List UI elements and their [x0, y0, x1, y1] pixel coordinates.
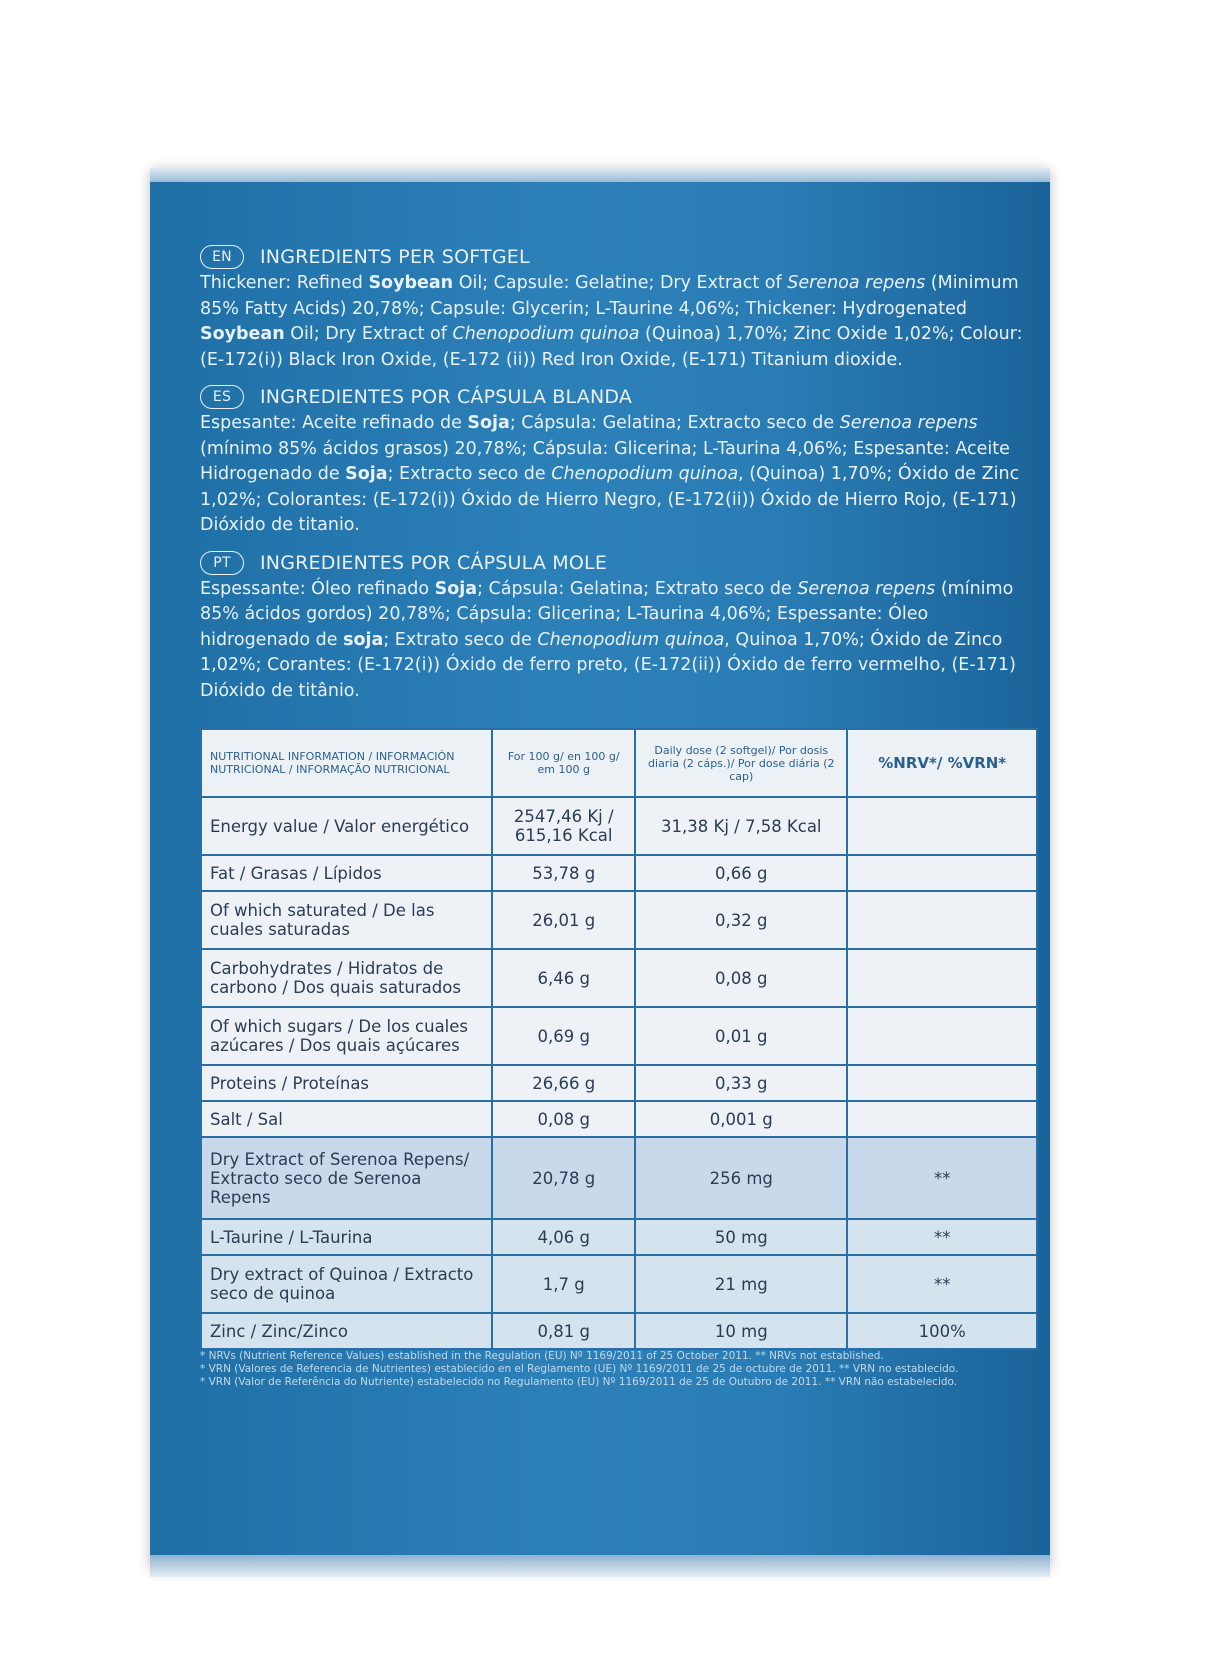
table-row — [201, 949, 1037, 1007]
table-header-row — [201, 729, 1037, 797]
ingredient-fragment: , Quinoa 1,70%; Óxido de Zinco 1,02%; Corantes: (E-172(i)) Óxido de ferro preto, (E-172(ii)) Óxido de ferro vermelho, (E-171) Dióxido de titânio. — [200, 629, 1016, 701]
row-nrv — [847, 891, 1037, 949]
ingredient-fragment: ; Cápsula: Gelatina; Extracto seco de — [509, 413, 840, 433]
row-per-100g: 4,06 g — [492, 1219, 635, 1255]
row-daily-dose: 0,08 g — [635, 949, 847, 1007]
section-pt — [200, 551, 1040, 705]
table-row — [201, 1065, 1037, 1101]
row-nrv — [847, 949, 1037, 1007]
ingredient-fragment: , (Quinoa) 1,70%; Óxido de Zinc 1,02%; Colorantes: (E-172(i)) Óxido de Hierro Negro, (E-172(ii)) Óxido de Hierro Rojo, (E-171) Dióxido de titanio. — [200, 464, 1020, 535]
table-row — [201, 891, 1037, 949]
row-nrv: ** — [847, 1255, 1037, 1313]
row-label: Carbohydrates / Hidratos de carbono / Dos quais saturados — [201, 949, 492, 1007]
row-label: Of which saturated / De las cuales saturadas — [201, 891, 492, 949]
row-label: Energy value / Valor energético — [201, 797, 492, 855]
nutrition-table — [200, 728, 1038, 1350]
row-nrv: ** — [847, 1219, 1037, 1255]
ingredient-fragment: ; Extrato seco de — [383, 629, 538, 650]
row-per-100g: 26,01 g — [492, 891, 635, 949]
row-daily-dose: 21 mg — [635, 1255, 847, 1313]
table-row — [201, 1007, 1037, 1065]
ingredients-text-en — [200, 271, 1040, 373]
row-per-100g: 6,46 g — [492, 949, 635, 1007]
ingredient-fragment: Chenopodium quinoa — [452, 324, 640, 344]
row-label: Of which sugars / De los cuales azúcares / Dos quais açúcares — [201, 1007, 492, 1065]
ingredient-fragment: Soja — [467, 413, 510, 433]
footnotes — [200, 1350, 1045, 1389]
ingredient-fragment: (mínimo 85% ácidos grasos) 20,78%; Cápsula: Glicerina; L-Taurina 4,06%; Espesante: Aceite Hidrogenado de — [200, 438, 1010, 484]
section-title-pt: INGREDIENTES POR CÁPSULA MOLE — [260, 551, 608, 574]
ingredient-fragment: Chenopodium quinoa — [551, 464, 739, 484]
row-per-100g: 2547,46 Kj / 615,16 Kcal — [492, 797, 635, 855]
row-per-100g: 0,08 g — [492, 1101, 635, 1137]
row-label: Zinc / Zinc/Zinco — [201, 1313, 492, 1349]
ingredient-fragment: Espesante: Aceite refinado de — [200, 413, 468, 433]
row-label: Salt / Sal — [201, 1101, 492, 1137]
header-nrv: %NRV*/ %VRN* — [847, 729, 1037, 797]
row-per-100g: 0,81 g — [492, 1313, 635, 1349]
section-es — [200, 385, 1040, 539]
ingredient-fragment: Soybean — [200, 324, 285, 344]
row-daily-dose: 0,33 g — [635, 1065, 847, 1101]
row-nrv — [847, 797, 1037, 855]
ingredient-fragment: Serenoa repens — [797, 578, 936, 599]
lang-badge-en: EN — [200, 245, 244, 269]
ingredient-fragment: Chenopodium quinoa — [537, 629, 725, 650]
lang-badge-es: ES — [200, 385, 244, 409]
row-per-100g: 53,78 g — [492, 855, 635, 891]
row-daily-dose: 0,66 g — [635, 855, 847, 891]
section-en — [200, 245, 1040, 373]
row-label: Dry Extract of Serenoa Repens/ Extracto seco de Serenoa Repens — [201, 1137, 492, 1219]
row-daily-dose: 50 mg — [635, 1219, 847, 1255]
table-row — [201, 1101, 1037, 1137]
ingredient-fragment: Soja — [434, 578, 478, 599]
row-daily-dose: 256 mg — [635, 1137, 847, 1219]
row-daily-dose: 0,001 g — [635, 1101, 847, 1137]
table-row — [201, 1313, 1037, 1349]
ingredient-fragment: (mínimo 85% ácidos gordos) 20,78%; Cápsula: Glicerina; L-Taurina 4,06%; Espessante: Óleo hidrogenado de — [200, 578, 1014, 650]
table-row — [201, 1255, 1037, 1313]
header-nutrition-info: NUTRITIONAL INFORMATION / INFORMACIÓN NUTRICIONAL / INFORMAÇÃO NUTRICIONAL — [201, 729, 492, 797]
header-per-100g: For 100 g/ en 100 g/ em 100 g — [492, 729, 635, 797]
ingredient-fragment: Soja — [345, 464, 388, 484]
row-label: Fat / Grasas / Lípidos — [201, 855, 492, 891]
row-nrv: ** — [847, 1137, 1037, 1219]
header-daily-dose: Daily dose (2 softgel)/ Por dosis diaria (2 cáps.)/ Por dose diária (2 cap) — [635, 729, 847, 797]
ingredients-block — [200, 245, 1040, 716]
table-row — [201, 1219, 1037, 1255]
box-bottom-edge — [150, 1555, 1050, 1577]
table-row — [201, 855, 1037, 891]
lang-badge-pt: PT — [200, 551, 244, 575]
row-per-100g: 26,66 g — [492, 1065, 635, 1101]
row-daily-dose: 0,32 g — [635, 891, 847, 949]
ingredient-fragment: Thickener: Refined — [200, 273, 369, 293]
row-daily-dose: 0,01 g — [635, 1007, 847, 1065]
row-nrv: 100% — [847, 1313, 1037, 1349]
row-per-100g: 0,69 g — [492, 1007, 635, 1065]
row-daily-dose: 10 mg — [635, 1313, 847, 1349]
row-per-100g: 20,78 g — [492, 1137, 635, 1219]
ingredients-text-es — [200, 411, 1040, 539]
table-row — [201, 797, 1037, 855]
ingredient-fragment: Serenoa repens — [839, 413, 978, 433]
section-title-es: INGREDIENTES POR CÁPSULA BLANDA — [260, 386, 633, 408]
row-nrv — [847, 1065, 1037, 1101]
row-daily-dose: 31,38 Kj / 7,58 Kcal — [635, 797, 847, 855]
ingredient-fragment: ; Extracto seco de — [387, 464, 552, 484]
row-label: Proteins / Proteínas — [201, 1065, 492, 1101]
ingredient-fragment: Oil; Dry Extract of — [284, 324, 453, 344]
footnote-en: * NRVs (Nutrient Reference Values) established in the Regulation (EU) Nº 1169/2011 of 25 October 2011. ** NRVs not established. — [200, 1350, 884, 1362]
ingredient-fragment: Serenoa repens — [787, 273, 926, 293]
table-row — [201, 1137, 1037, 1219]
row-nrv — [847, 855, 1037, 891]
ingredient-fragment: Espessante: Óleo refinado — [200, 578, 435, 599]
ingredient-fragment: ; Cápsula: Gelatina; Extrato seco de — [477, 578, 798, 599]
ingredient-fragment: (Minimum 85% Fatty Acids) 20,78%; Capsule: Glycerin; L-Taurine 4,06%; Thickener: Hydrogenated — [200, 273, 1019, 319]
ingredient-fragment: Oil; Capsule: Gelatine; Dry Extract of — [453, 273, 788, 293]
section-title-en: INGREDIENTS PER SOFTGEL — [260, 246, 530, 268]
row-label: L-Taurine / L-Taurina — [201, 1219, 492, 1255]
row-nrv — [847, 1007, 1037, 1065]
ingredients-text-pt — [200, 577, 1040, 705]
ingredient-fragment: soja — [343, 629, 384, 650]
box-top-edge — [150, 168, 1050, 182]
ingredient-fragment: Soybean — [368, 273, 454, 293]
footnote-es: * VRN (Valores de Referencia de Nutrientes) establecido en el Reglamento (UE) Nº 1169/2011 de 25 de octubre de 2011. ** VRN no establecido. — [200, 1363, 959, 1375]
row-per-100g: 1,7 g — [492, 1255, 635, 1313]
ingredient-fragment: (Quinoa) 1,70%; Zinc Oxide 1,02%; Colour: (E-172(i)) Black Iron Oxide, (E-172 (ii)) Red Iron Oxide, (E-171) Titanium dioxide. — [200, 324, 1023, 370]
footnote-pt: * VRN (Valor de Referência do Nutriente) estabelecido no Regulamento (EU) Nº 1169/2011 de 25 de Outubro de 2011. ** VRN não estabelecido. — [200, 1376, 958, 1388]
row-nrv — [847, 1101, 1037, 1137]
row-label: Dry extract of Quinoa / Extracto seco de quinoa — [201, 1255, 492, 1313]
